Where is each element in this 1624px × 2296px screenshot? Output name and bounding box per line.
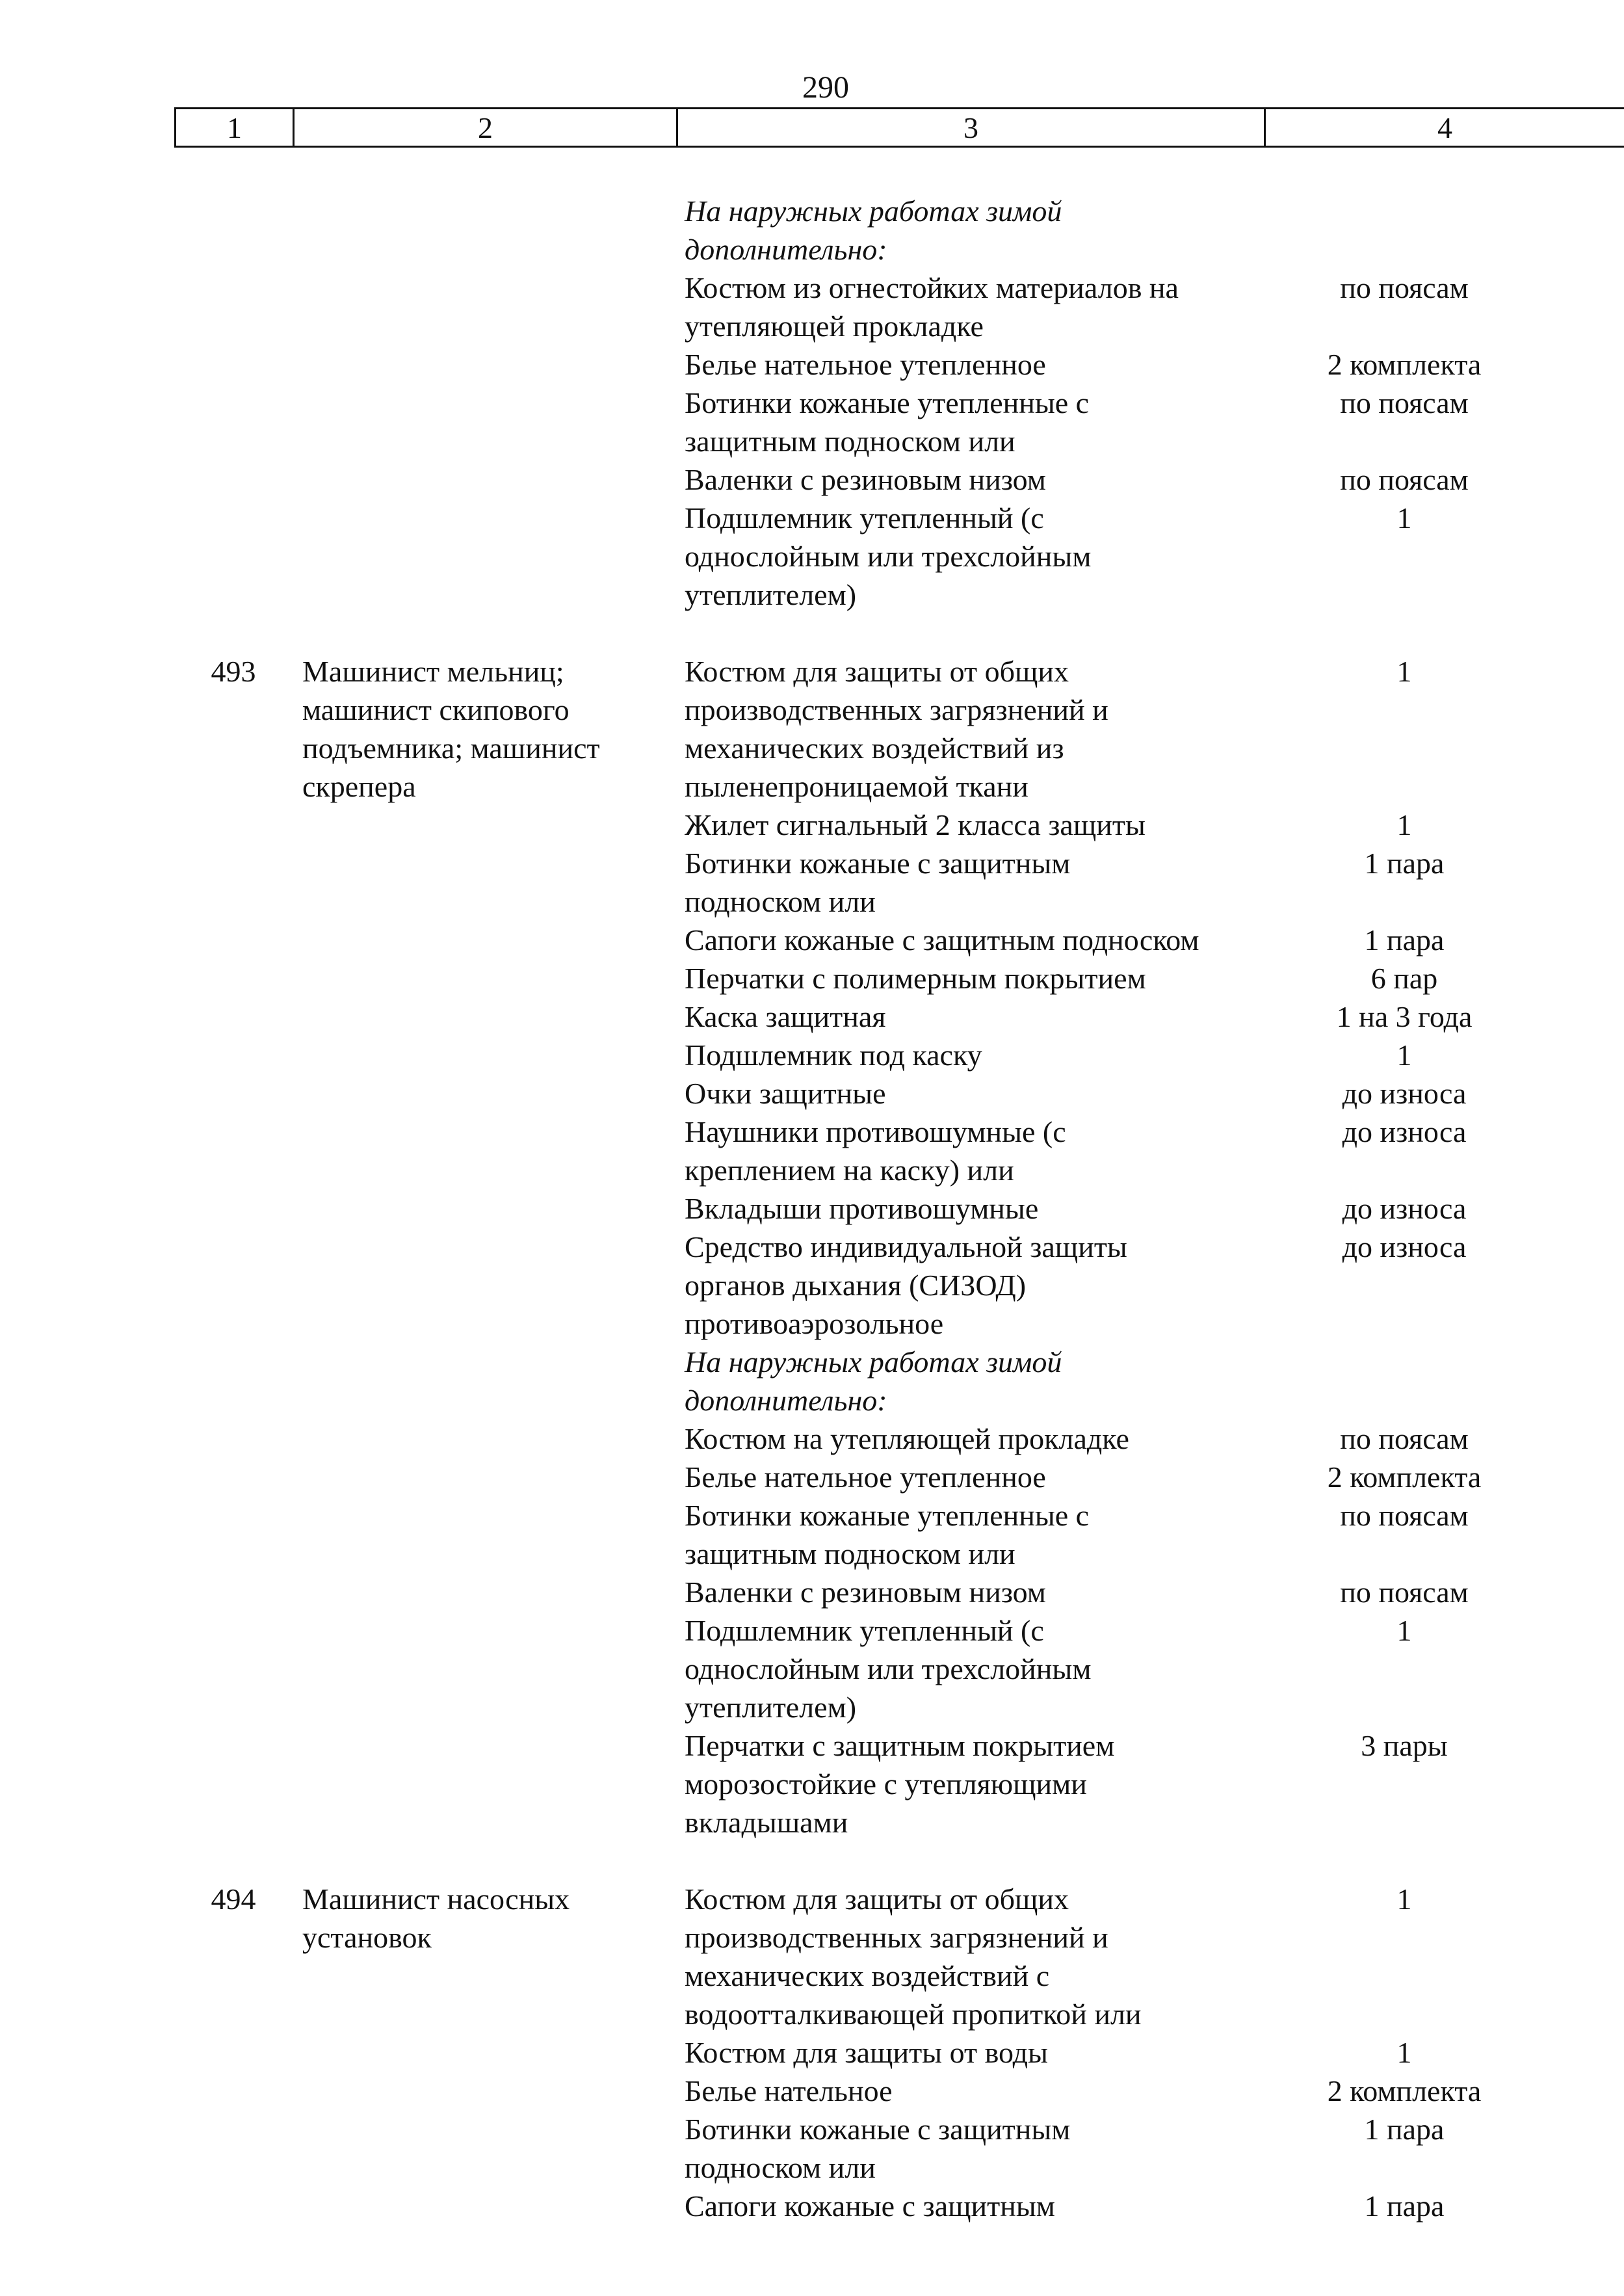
issue-norm: 1 bbox=[1396, 2036, 1412, 2069]
row-number: 493 bbox=[211, 655, 256, 688]
issue-norm: 1 bbox=[1396, 808, 1412, 841]
ppe-item: Белье нательное утепленное bbox=[685, 348, 1046, 381]
issue-norm: по поясам bbox=[1340, 463, 1469, 496]
ppe-item: Вкладыши противошумные bbox=[685, 1192, 1039, 1225]
row-number: 494 bbox=[211, 1882, 256, 1916]
header-col-3: 3 bbox=[678, 109, 1266, 146]
ppe-item: Жилет сигнальный 2 класса защиты bbox=[685, 808, 1146, 841]
profession-name: Машинист насосных установок bbox=[302, 1882, 570, 1954]
profession-name: Машинист мельниц; машинист скипового подъемника; машинист скрепера bbox=[302, 655, 600, 803]
issue-norm: до износа bbox=[1342, 1077, 1467, 1110]
issue-norm: 1 bbox=[1396, 1038, 1412, 1072]
issue-norm: 1 bbox=[1396, 655, 1412, 688]
issue-norm: 2 комплекта bbox=[1327, 1460, 1482, 1494]
header-col-4: 4 bbox=[1437, 111, 1452, 144]
ppe-item: Костюм для защиты от воды bbox=[685, 2036, 1048, 2069]
ppe-item: Белье нательное bbox=[685, 2074, 893, 2107]
issue-norm: 3 пары bbox=[1361, 1729, 1448, 1762]
ppe-item: Перчатки с защитным покрытием морозостойкие с утепляющими вкладышами bbox=[685, 1729, 1115, 1839]
issue-norm: по поясам bbox=[1340, 386, 1469, 419]
ppe-item: Подшлемник утепленный (с однослойным или трехслойным утеплителем) bbox=[685, 1614, 1092, 1724]
issue-norm: по поясам bbox=[1340, 1499, 1469, 1532]
issue-norm: 1 bbox=[1396, 1882, 1412, 1916]
issue-norm: до износа bbox=[1342, 1230, 1467, 1263]
ppe-item: На наружных работах зимой дополнительно: bbox=[685, 1345, 1062, 1417]
issue-norm: 1 пара bbox=[1364, 2189, 1445, 2223]
ppe-item: Костюм на утепляющей прокладке bbox=[685, 1422, 1129, 1455]
ppe-item: Каска защитная bbox=[685, 1000, 886, 1033]
ppe-item: Костюм из огнестойких материалов на утепляющей прокладке bbox=[685, 271, 1179, 343]
ppe-item: Сапоги кожаные с защитным bbox=[685, 2189, 1055, 2223]
ppe-item: Ботинки кожаные утепленные с защитным подноском или bbox=[685, 1499, 1090, 1570]
ppe-item: Наушники противошумные (с креплением на каску) или bbox=[685, 1115, 1066, 1187]
page-number: 290 bbox=[802, 70, 849, 105]
issue-norm: 1 пара bbox=[1364, 923, 1445, 957]
issue-norm: 1 пара bbox=[1364, 847, 1445, 880]
ppe-item: Валенки с резиновым низом bbox=[685, 463, 1046, 496]
ppe-item: Средство индивидуальной защиты органов дыхания (СИЗОД) противоаэрозольное bbox=[685, 1230, 1127, 1340]
issue-norm: 2 комплекта bbox=[1327, 2074, 1482, 2107]
ppe-item: Костюм для защиты от общих производственных загрязнений и механических воздействий из пыленепроницаемой ткани bbox=[685, 655, 1108, 803]
header-col-1: 1 bbox=[176, 109, 295, 146]
ppe-item: Сапоги кожаные с защитным подноском bbox=[685, 923, 1199, 957]
ppe-item: Ботинки кожаные с защитным подноском или bbox=[685, 2113, 1071, 2184]
ppe-item: Валенки с резиновым низом bbox=[685, 1576, 1046, 1609]
issue-norm: по поясам bbox=[1340, 271, 1469, 304]
issue-norm: до износа bbox=[1342, 1192, 1467, 1225]
ppe-item: Ботинки кожаные с защитным подноском или bbox=[685, 847, 1071, 918]
issue-norm: 2 комплекта bbox=[1327, 348, 1482, 381]
ppe-item: Ботинки кожаные утепленные с защитным подноском или bbox=[685, 386, 1090, 458]
issue-norm: 1 пара bbox=[1364, 2113, 1445, 2146]
issue-norm: 1 bbox=[1396, 1614, 1412, 1647]
issue-norm: 1 на 3 года bbox=[1336, 1000, 1473, 1033]
ppe-item: Белье нательное утепленное bbox=[685, 1460, 1046, 1494]
ppe-item: Подшлемник под каску bbox=[685, 1038, 982, 1072]
issue-norm: 1 bbox=[1396, 501, 1412, 534]
ppe-item: Перчатки с полимерным покрытием bbox=[685, 962, 1146, 995]
ppe-item: Подшлемник утепленный (с однослойным или трехслойным утеплителем) bbox=[685, 501, 1092, 611]
ppe-item: На наружных работах зимой дополнительно: bbox=[685, 194, 1062, 266]
issue-norm: до износа bbox=[1342, 1115, 1467, 1148]
ppe-item: Костюм для защиты от общих производственных загрязнений и механических воздействий с водоотталкивающей пропиткой или bbox=[685, 1882, 1142, 2031]
header-col-2: 2 bbox=[295, 109, 678, 146]
issue-norm: 6 пар bbox=[1370, 962, 1438, 995]
issue-norm: по поясам bbox=[1340, 1422, 1469, 1455]
issue-norm: по поясам bbox=[1340, 1576, 1469, 1609]
ppe-item: Очки защитные bbox=[685, 1077, 886, 1110]
